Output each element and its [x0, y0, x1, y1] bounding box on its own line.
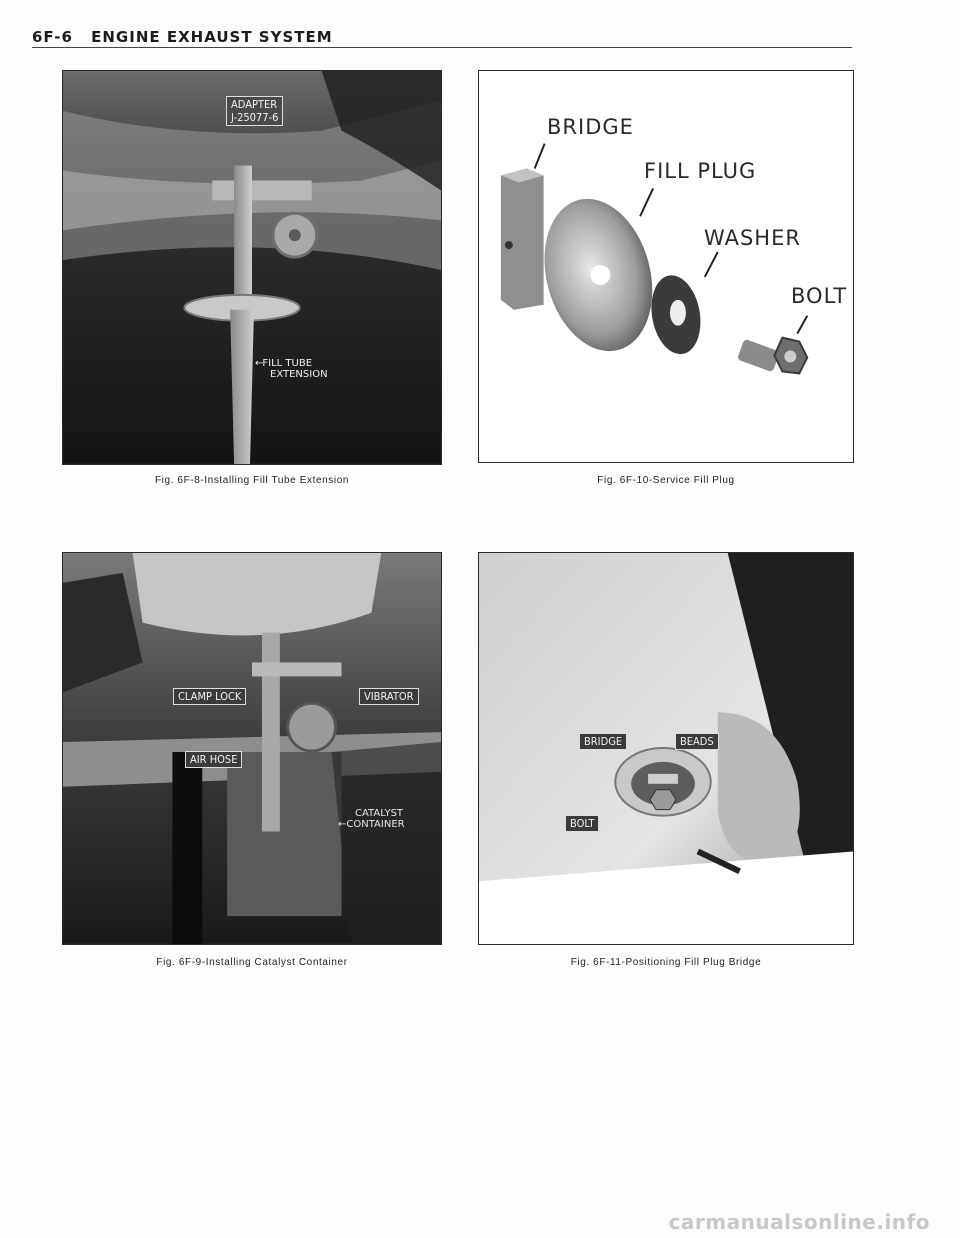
- caption-fig-6f-8: Fig. 6F-8-Installing Fill Tube Extension: [154, 475, 350, 486]
- label-adapter-line1: ADAPTER: [231, 98, 278, 111]
- label-fill-tube-line1: ←FILL TUBE: [255, 358, 313, 369]
- page-header: [32, 28, 333, 46]
- label-adapter-line2: J-25077-6: [231, 111, 279, 124]
- label-washer: WASHER: [704, 226, 801, 250]
- label-fill-plug: FILL PLUG: [644, 159, 757, 183]
- label-bolt-photo: BOLT: [565, 815, 599, 832]
- figure-fill-plug-bridge: [478, 552, 854, 945]
- label-bridge: BRIDGE: [547, 115, 634, 139]
- header-rule: [32, 47, 852, 48]
- figure-fill-tube-extension: [62, 70, 442, 465]
- label-adapter: [226, 96, 283, 126]
- caption-fig-6f-9: Fig. 6F-9-Installing Catalyst Container: [156, 957, 348, 968]
- label-air-hose: AIR HOSE: [185, 751, 242, 768]
- section-title: ENGINE EXHAUST SYSTEM: [91, 28, 333, 46]
- label-bridge-photo: BRIDGE: [579, 733, 627, 750]
- label-catalyst-line2: ←CONTAINER: [338, 819, 405, 830]
- label-vibrator: VIBRATOR: [359, 688, 419, 705]
- watermark-footer: carmanualsonline.info: [668, 1210, 930, 1234]
- label-catalyst-container: [338, 808, 405, 830]
- photo-catalyst-container: [63, 553, 441, 944]
- photo-fill-plug-bridge: [479, 553, 853, 944]
- label-fill-tube: [255, 358, 328, 380]
- figure-catalyst-container: [62, 552, 442, 945]
- label-catalyst-line1: CATALYST: [355, 808, 404, 819]
- label-clamp-lock: CLAMP LOCK: [173, 688, 246, 705]
- caption-fig-6f-10: Fig. 6F-10-Service Fill Plug: [597, 475, 735, 486]
- label-fill-tube-line2: EXTENSION: [270, 369, 328, 380]
- figure-service-fill-plug: [478, 70, 854, 463]
- label-bolt: BOLT: [791, 284, 848, 308]
- photo-fill-tube-extension: [63, 71, 441, 464]
- caption-fig-6f-11: Fig. 6F-11-Positioning Fill Plug Bridge: [570, 957, 762, 968]
- label-beads: BEADS: [675, 733, 719, 750]
- section-number: 6F-6: [32, 28, 73, 46]
- photo-service-fill-plug: [479, 71, 853, 462]
